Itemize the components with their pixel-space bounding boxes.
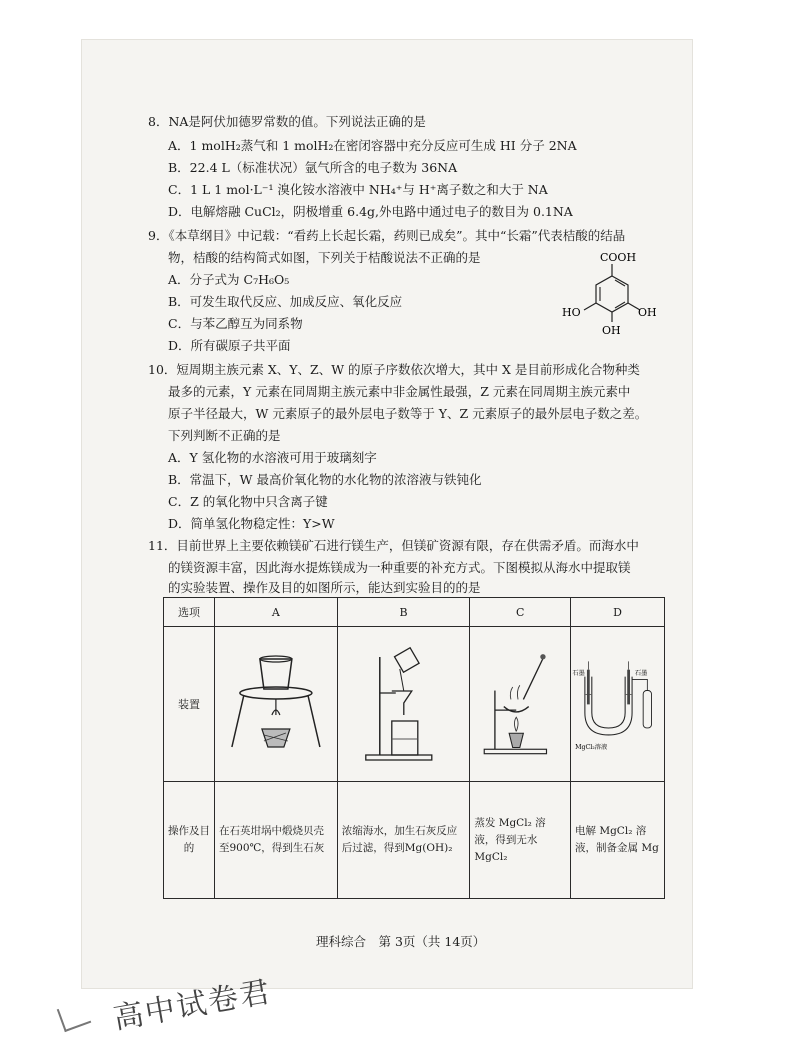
ho-left-label: HO xyxy=(562,306,581,319)
q10-stem-3: 原子半径最大，W 元素原子的最外层电子数等于 Y、Z 元素原子的最外层电子数之差。 xyxy=(168,406,648,421)
q8-option-c: C．1 L 1 mol·L⁻¹ 溴化铵水溶液中 NH₄⁺与 H⁺离子数之和大于 NA xyxy=(168,182,548,197)
q10-option-c: C．Z 的氧化物中只含离子键 xyxy=(168,494,328,509)
device-a-cell xyxy=(215,627,338,782)
header-option: 选项 xyxy=(164,598,215,627)
operation-b: 浓缩海水，加生石灰反应后过滤，得到Mg(OH)₂ xyxy=(337,782,470,899)
header-b: B xyxy=(337,598,470,627)
q10-option-d: D．简单氢化物稳定性：Y>W xyxy=(168,516,335,531)
q11-stem-1: 11．目前世界上主要依赖镁矿石进行镁生产，但镁矿资源有限，存在供需矛盾。而海水中 xyxy=(148,538,639,553)
q10-option-b: B．常温下，W 最高价氧化物的水化物的浓溶液与铁钝化 xyxy=(168,472,482,487)
operation-row xyxy=(164,782,665,899)
q9-stem-1: 9．《本草纲目》中记载：“看药上长起长霜，药则已成矣”。其中“长霜”代表桔酸的结晶 xyxy=(148,228,626,243)
q9-option-d: D．所有碳原子共平面 xyxy=(168,338,291,353)
device-label: 装置 xyxy=(164,627,215,782)
evaporation-dish-illustration xyxy=(470,629,570,777)
page-footer: 理科综合 第 3页（共 14页） xyxy=(316,934,486,949)
header-a: A xyxy=(215,598,338,627)
watermark-mark-icon xyxy=(57,1000,92,1032)
mgcl2-solution-label: MgCl₂溶液 xyxy=(575,743,608,751)
oh-right-label: OH xyxy=(638,306,657,319)
q10-stem-1: 10．短周期主族元素 X、Y、Z、W 的原子序数依次增大，其中 X 是目前形成化合物种类 xyxy=(148,362,640,377)
operation-d: 电解 MgCl₂ 溶液，制备金属 Mg xyxy=(571,782,665,899)
q9-stem-2: 物，桔酸的结构简式如图，下列关于桔酸说法不正确的是 xyxy=(168,250,481,265)
header-c: C xyxy=(470,598,571,627)
q8-stem: 8．NA是阿伏加德罗常数的值。下列说法正确的是 xyxy=(148,114,426,129)
operation-c: 蒸发 MgCl₂ 溶液，得到无水 MgCl₂ xyxy=(470,782,571,899)
q10-stem-2: 最多的元素，Y 元素在同周期主族元素中非金属性最强，Z 元素在同周期主族元素中 xyxy=(168,384,631,399)
oh-bottom-label: OH xyxy=(602,324,621,337)
device-b-cell xyxy=(337,627,470,782)
q11-stem-2: 的镁资源丰富，因此海水提炼镁成为一种重要的补充方式。下图模拟从海水中提取镁 xyxy=(168,560,631,575)
experiment-table xyxy=(163,597,665,899)
device-c-cell xyxy=(470,627,571,782)
gallic-acid-structure xyxy=(560,250,660,340)
q9-option-c: C．与苯乙醇互为同系物 xyxy=(168,316,303,331)
crucible-tripod-illustration xyxy=(215,629,337,777)
graphite-left-label: 石墨 xyxy=(572,669,585,677)
q8-option-d: D．电解熔融 CuCl₂，阴极增重 6.4g,外电路中通过电子的数目为 0.1NA xyxy=(168,204,573,219)
cooh-label: COOH xyxy=(600,251,637,264)
q9-option-a: A．分子式为 C₇H₆O₅ xyxy=(168,272,290,287)
q9-option-b: B．可发生取代反应、加成反应、氧化反应 xyxy=(168,294,403,309)
u-tube-electrolysis-illustration xyxy=(571,629,664,777)
operation-label: 操作及目的 xyxy=(164,782,215,899)
device-d-cell xyxy=(571,627,665,782)
q11-stem-3: 的实验装置、操作及目的如图所示，能达到实验目的的是 xyxy=(168,580,481,595)
q8-option-a: A．1 molH₂蒸气和 1 molH₂在密闭容器中充分反应可生成 HI 分子 2NA xyxy=(168,138,577,153)
header-d: D xyxy=(571,598,665,627)
operation-a: 在石英坩埚中煅烧贝壳至900℃，得到生石灰 xyxy=(215,782,338,899)
q8-option-b: B．22.4 L（标准状况）氩气所含的电子数为 36NA xyxy=(168,160,458,175)
table-header-row xyxy=(164,598,665,627)
filtration-stand-illustration xyxy=(338,629,470,777)
watermark: 高中试卷君 xyxy=(110,974,275,1037)
q10-option-a: A．Y 氢化物的水溶液可用于玻璃刻字 xyxy=(168,450,377,465)
device-row xyxy=(164,627,665,782)
q10-stem-4: 下列判断不正确的是 xyxy=(168,428,281,443)
graphite-right-label: 石墨 xyxy=(634,669,648,677)
